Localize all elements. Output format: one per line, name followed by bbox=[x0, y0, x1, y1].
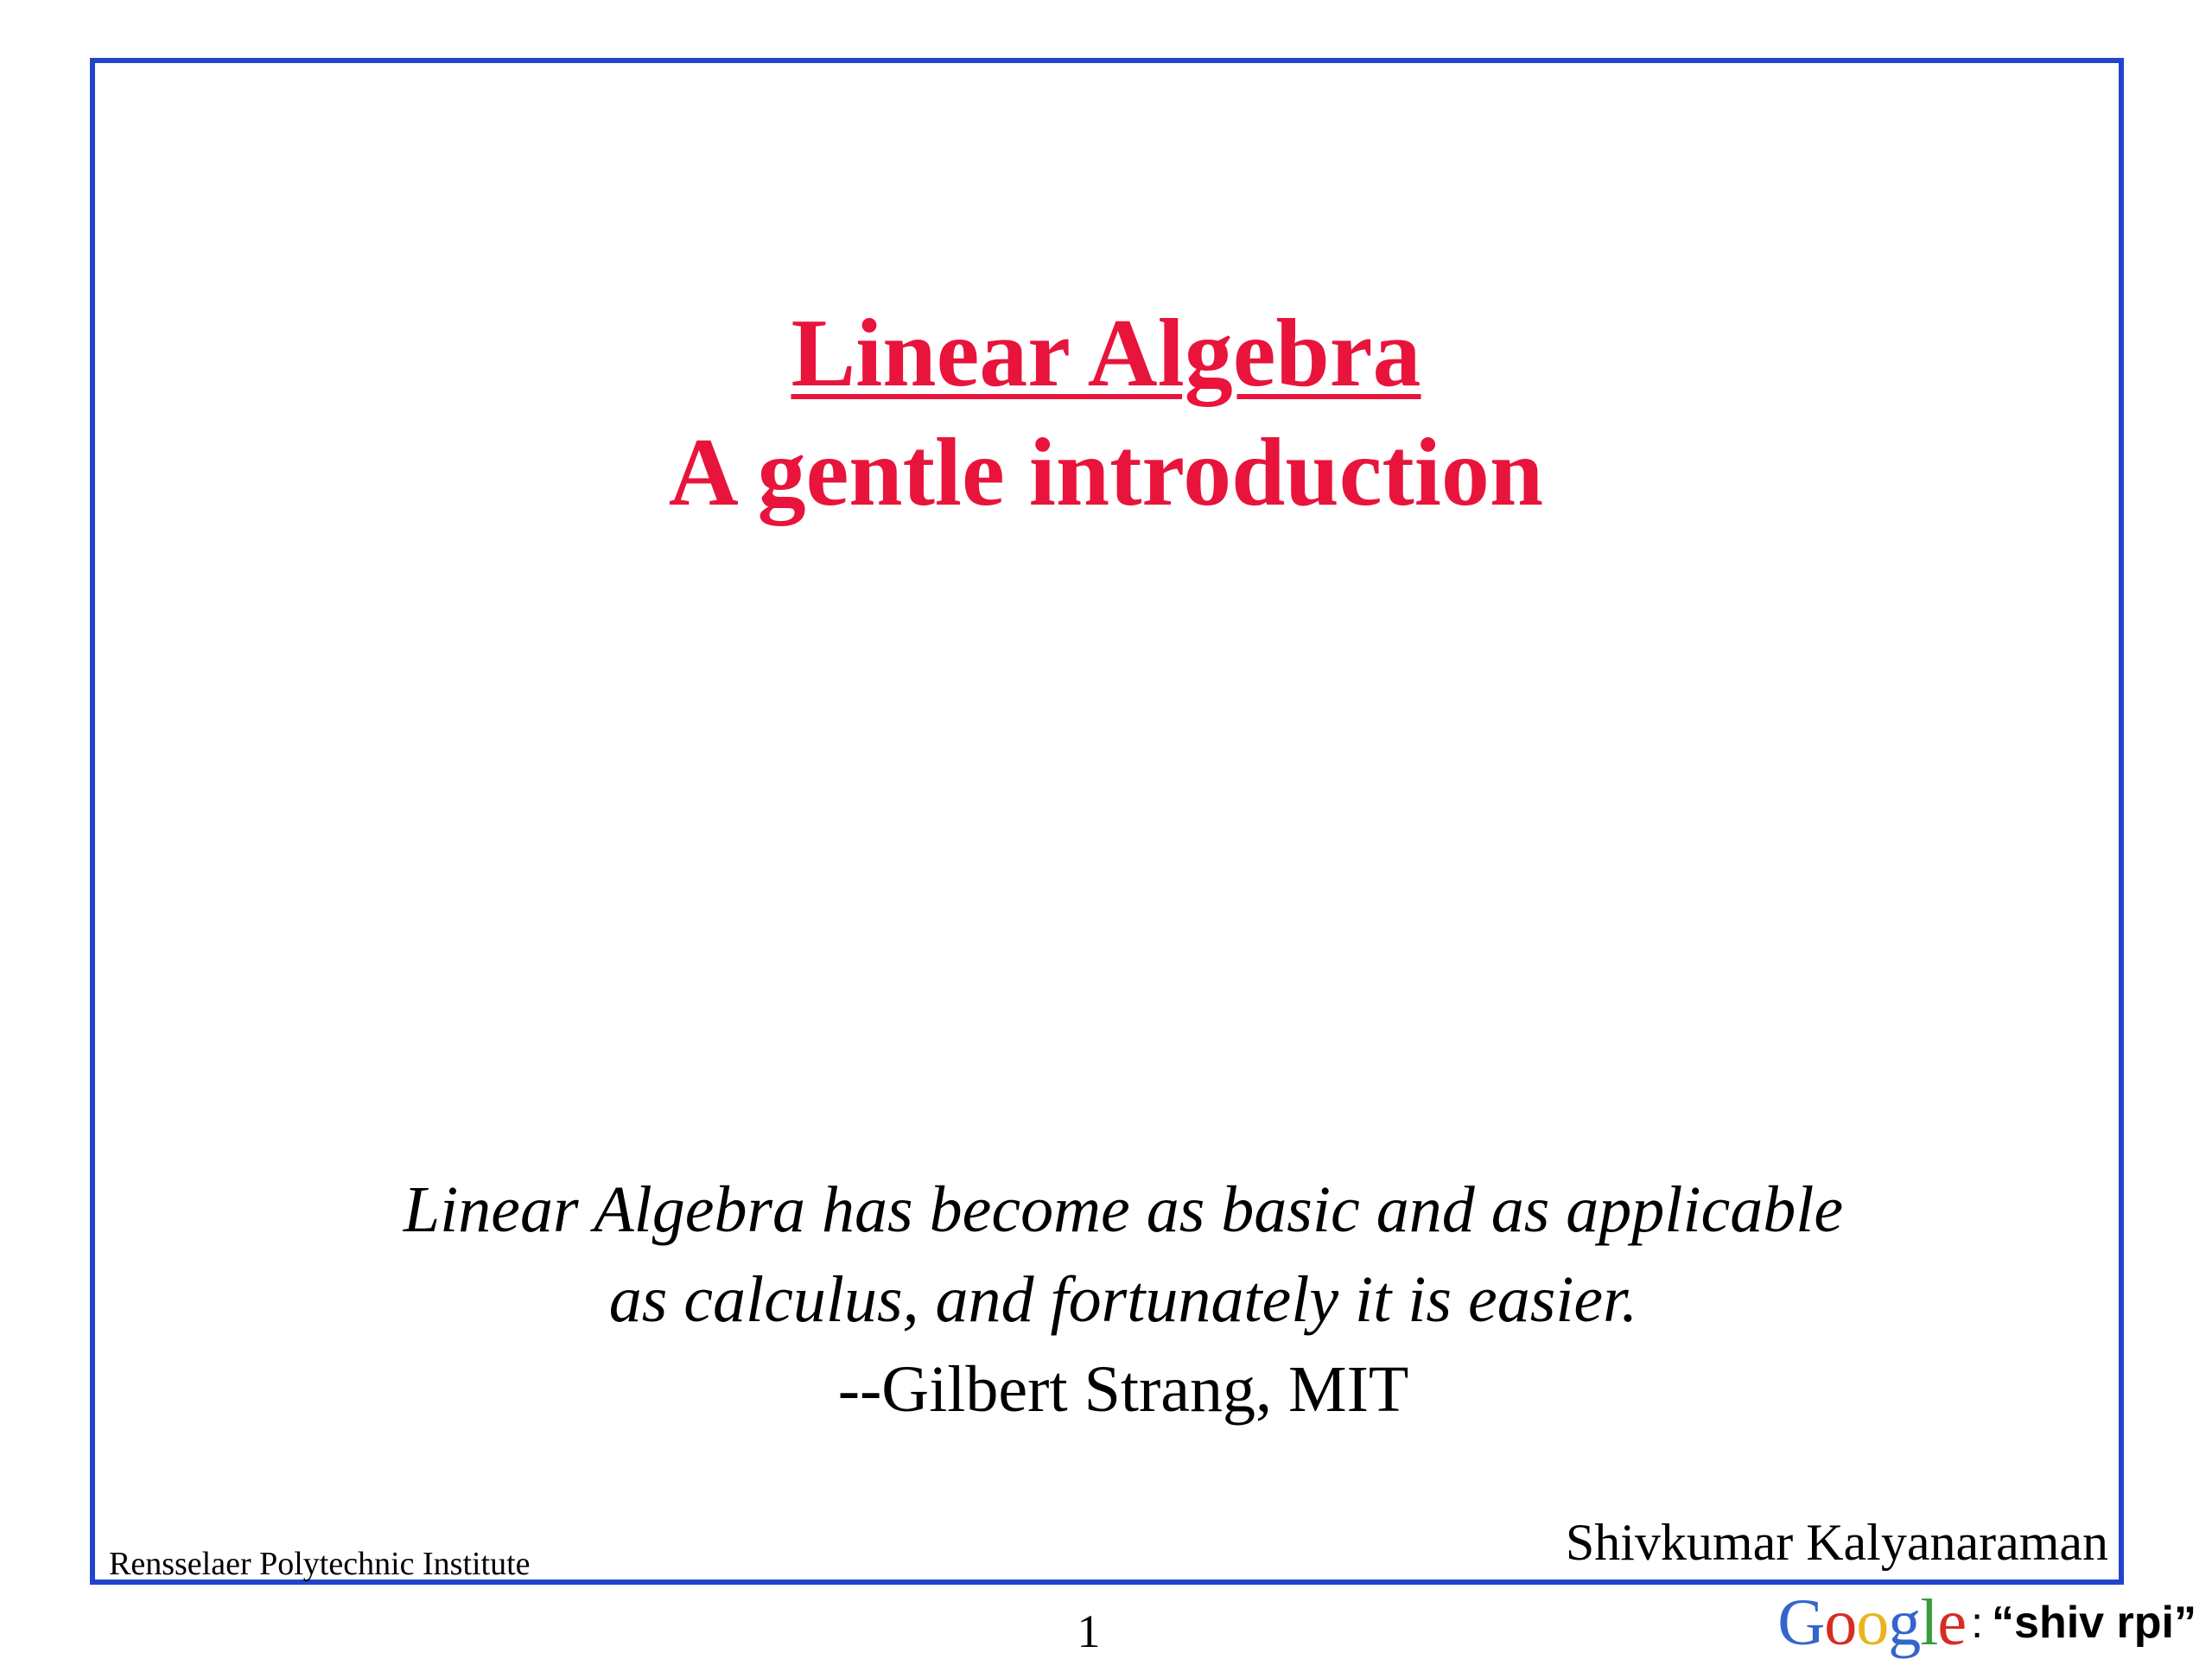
search-hint bbox=[1777, 1586, 2196, 1659]
google-logo-letter: o bbox=[1856, 1586, 1889, 1659]
google-logo-letter: o bbox=[1824, 1586, 1857, 1659]
footer-author: Shivkumar Kalyanaraman bbox=[1565, 1514, 2108, 1571]
google-logo-letter: g bbox=[1888, 1586, 1921, 1659]
page-number: 1 bbox=[1077, 1605, 1101, 1657]
search-query: “shiv rpi” bbox=[1992, 1598, 2196, 1648]
slide-title bbox=[0, 294, 2212, 532]
footer-institution: Rensselaer Polytechnic Institute bbox=[109, 1546, 531, 1582]
google-logo-letter: G bbox=[1777, 1586, 1825, 1659]
quote-author: --Gilbert Strang, MIT bbox=[837, 1353, 1409, 1426]
google-logo-letter: l bbox=[1920, 1586, 1938, 1659]
quote-line-1: Linear Algebra has become as basic and as applicable bbox=[403, 1173, 1844, 1246]
quote-block bbox=[0, 1165, 2212, 1434]
title-line-2: A gentle introduction bbox=[668, 419, 1544, 526]
title-line-1: Linear Algebra bbox=[791, 300, 1421, 407]
search-separator: : bbox=[1971, 1599, 1984, 1647]
quote-line-2: as calculus, and fortunately it is easier. bbox=[608, 1263, 1638, 1336]
google-logo bbox=[1777, 1586, 1966, 1659]
google-logo-letter: e bbox=[1937, 1586, 1967, 1659]
